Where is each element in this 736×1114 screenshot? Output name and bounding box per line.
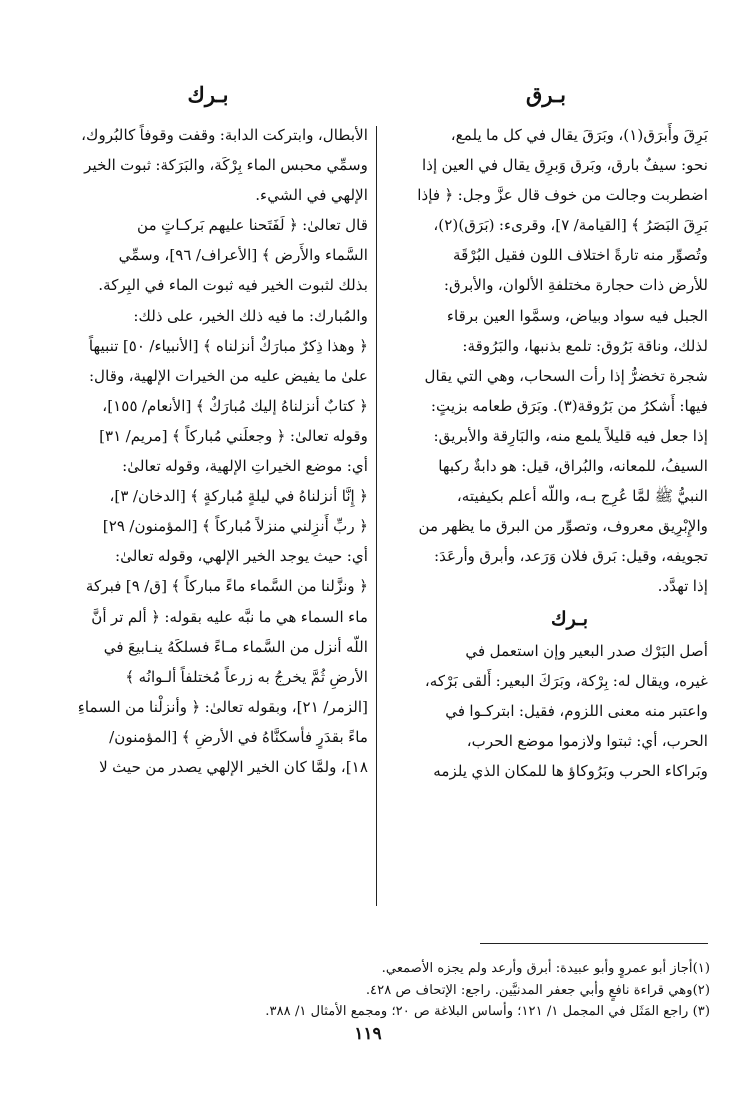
footnotes	[40, 958, 710, 1023]
right-column-heading: بـرق	[526, 82, 566, 107]
text-line: تجويفه، وقيل: بَرق فلان وَرَعد، وأبرق وأرعَدَ:	[433, 547, 708, 566]
text-line: ﴿ ونزَّلنا من السَّماء ماءً مباركاً ﴾ [ق/ ٩] فبركة	[85, 577, 368, 596]
text-line: وسمِّي محبس الماء بِرْكَة، والبَرَكة: ثبوت الخير	[84, 156, 368, 175]
column-divider	[376, 126, 377, 906]
text-line: بَرِقَ وأَبرَق(١)، وبَرَقَ يقال في كل ما يلمع،	[450, 126, 708, 144]
right-column-text-continued	[384, 636, 708, 786]
text-line: ﴿ وهذا ذِكرٌ مبارَكٌ أنزلناه ﴾ [الأنبياء/ ٥٠] تنبيهاً	[88, 336, 368, 355]
text-line: الإلهي في الشيء.	[255, 186, 368, 205]
text-line: إذا تهدَّد.	[657, 577, 708, 596]
text-line: أي: موضع الخيراتِ الإلهية، وقوله تعالىٰ:	[122, 457, 368, 476]
text-line: النبيُّ ﷺ لمَّا عُرِج بـه، واللّه أعلم بكيفيته،	[456, 487, 708, 506]
text-line: واعتبر منه معنى اللزوم، فقيل: ابتركـوا في	[445, 701, 708, 720]
footnote-separator	[480, 943, 708, 944]
text-line: وقوله تعالىٰ: ﴿ وجعلَني مُباركاً ﴾ [مريم/ ٣١]	[99, 426, 368, 445]
text-line: وبَراكاء الحرب وبَرُوكاؤ ها للمكان الذي يلزمه	[433, 761, 708, 780]
text-line: الأبطال، وابتركت الدابة: وقفت وقوفاً كالبُروك،	[81, 126, 368, 144]
text-line: وتُصوِّر منه تارةً اختلاف اللون فقيل البُرْقَة	[453, 246, 708, 265]
text-line: والإِبْرِيق معروف، وتصوِّر من البرق ما يظهر من	[418, 517, 708, 536]
text-line: أصل البَرْك صدر البعير وإن استعمل في	[465, 641, 708, 660]
text-line: اللّه أنزل من السَّماء مـاءً فسلكَهُ ينـابيعَ في	[103, 637, 368, 656]
text-line: الأرضِ ثُمَّ يخرجُ به زرعاً مُختلفاً ألـوانُه ﴾	[125, 667, 368, 686]
footnote: (١)أجاز أبو عمروٍ وأبو عبيدة: أبرق وأرعد ولم يجزه الأصمعي.	[381, 961, 710, 976]
text-line: بَرِقَ البَصَرُ ﴾ [القيامة/ ٧]، وقرىء: (بَرَق)(٢)،	[433, 216, 708, 235]
text-line: لذلك، وناقة بَرُوق: تلمع بذنبها، والبَرُوقة:	[462, 336, 708, 355]
text-line: ماء السماء هي ما نبَّه عليه بقوله: ﴿ ألم تر أنَّ	[91, 607, 368, 626]
text-line: علىٰ ما يفيض عليه من الخيرات الإلهية، وقال:	[88, 366, 368, 385]
text-line: والمُبارك: ما فيه ذلك الخير، على ذلك:	[133, 306, 368, 325]
left-column-heading: بـرك	[187, 82, 229, 107]
page-number: ١١٩	[354, 1024, 382, 1044]
text-line: [الزمر/ ٢١]، وبقوله تعالىٰ: ﴿ وأنزلْنا من السماءِ	[77, 697, 368, 716]
text-line: السيفُ، للمعانه، والبُراق، قيل: هو دابةٌ ركبها	[438, 457, 708, 476]
text-line: نحو: سيفٌ بارق، وبَرق وَبرِق يقال في العين إذا	[422, 156, 708, 175]
text-line: إذا جعل فيه قليلاً يلمع منه، والبَارِقة والأبريق:	[433, 426, 708, 445]
text-line: بذلك لثبوت الخير فيه ثبوت الماء في البِركة.	[98, 276, 368, 295]
text-line: ﴿ ربِّ أَنزِلني منزلاً مُباركاً ﴾ [المؤمنون/ ٢٩]	[102, 517, 368, 536]
left-column	[48, 78, 368, 782]
left-column-text	[48, 120, 368, 782]
text-line: ماءً بقدَرٍ فأسكنَّاهُ في الأرضِ ﴾ [المؤمنون/	[109, 727, 368, 746]
text-line: غيره، ويقال له: بِرْكة، وبَرَكَ البعير: أَلقى بَرْكه،	[424, 671, 708, 690]
text-line: فيها: أَشكرُ من بَرُوقة(٣). وبَرَق طعامه بزيتٍ:	[430, 396, 708, 415]
footnote: (٣) راجع المَثَل في المجمل ١/ ١٢١؛ وأساس البلاغة ص ٢٠؛ ومجمع الأمثال ١/ ٣٨٨.	[265, 1004, 710, 1019]
footnote: (٢)وهي قراءة نافعٍ وأبي جعفر المدنيَّين. راجع: الإتحاف ص ٤٢٨.	[365, 982, 710, 998]
text-line: ١٨]، ولمَّا كان الخير الإلهي يصدر من حيث لا	[99, 757, 368, 776]
right-column	[384, 78, 708, 786]
text-line: السَّماء والأَرض ﴾ [الأعراف/ ٩٦]، وسمِّي	[118, 246, 368, 265]
text-line: الجبل فيه سواد وبياض، وسمَّوا العين برقاء	[446, 306, 708, 325]
text-line: أي: حيث يوجد الخير الإلهي، وقوله تعالىٰ:	[115, 547, 368, 566]
right-column-text	[384, 120, 708, 602]
text-line: شجرة تخضرُّ إذا رأت السحاب، وهي التي يقال	[424, 366, 708, 385]
text-line: الحرب، أي: ثبتوا ولازموا موضع الحرب،	[466, 731, 708, 750]
entry-subheading: بـرك	[551, 607, 588, 630]
text-line: اضطربت وجالت من خوف قال عزَّ وجل: ﴿ فإذا	[417, 186, 708, 205]
text-line: ﴿ إِنَّا أنزلناهُ في ليلةٍ مُباركةٍ ﴾ [الدخان/ ٣]،	[109, 487, 368, 506]
text-line: قال تعالىٰ: ﴿ لَفَتَحنا عليهم بَركـاتٍ من	[137, 216, 368, 235]
text-line: ﴿ كتابٌ أنزلناهُ إليك مُبارَكٌ ﴾ [الأنعام/ ١٥٥]،	[102, 396, 368, 415]
text-line: للأرض ذات حجارة مختلفةِ الألوان، والأبرق:	[443, 276, 708, 295]
